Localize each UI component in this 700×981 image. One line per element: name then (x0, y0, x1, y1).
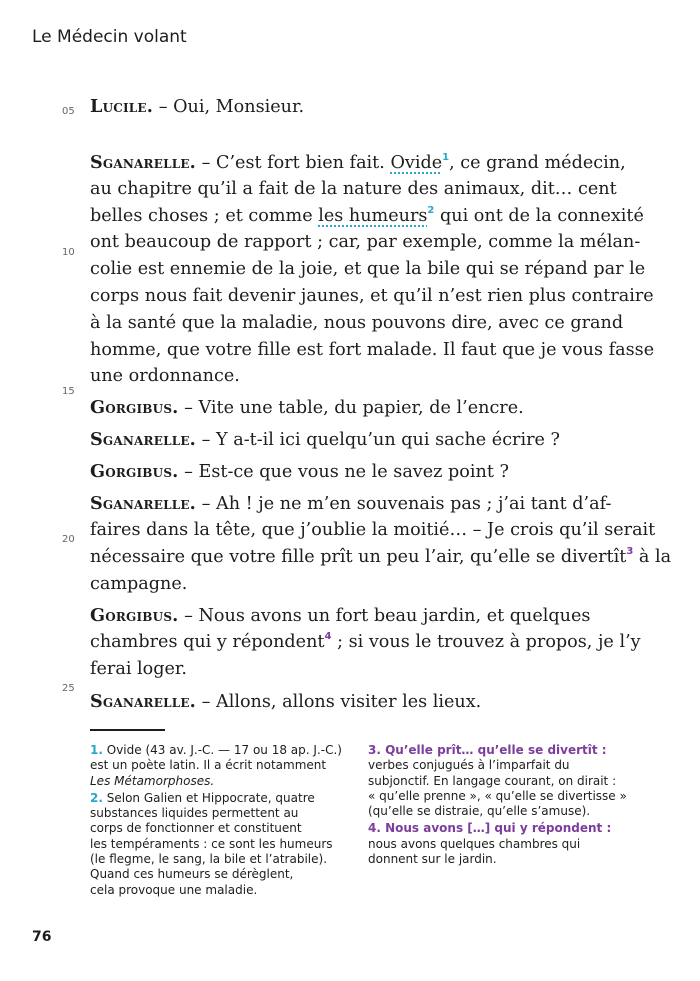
text-line: Gorgibus. – Nous avons un fort beau jardin, et quelques (90, 605, 591, 626)
text-line: Sganarelle. – Allons, allons visiter les lieux. (90, 691, 482, 712)
line-number: 05 (62, 106, 75, 117)
footnotes-left (90, 743, 350, 898)
glossed-term[interactable]: Ovide (390, 153, 443, 173)
line-number: 20 (62, 534, 75, 545)
footnote-4: 4. Nous avons […] qui y répondent : nous avons quelques chambres qui donnent sur le jardin. (368, 821, 612, 867)
speaker-name: Gorgibus. (90, 605, 179, 626)
text-line: chambres qui y répondent$^4$ ; si vous le trouvez à propos, je l’y (90, 631, 641, 652)
text-line: ferai loger. (90, 659, 188, 679)
text-line: une ordonnance. (90, 366, 240, 386)
text-line: Sganarelle. – Y a-t-il ici quelqu’un qui sache écrire ? (90, 429, 560, 450)
text-line: nécessaire que votre fille prît un peu l’air, qu’elle se divertît$^3$ à la (90, 546, 672, 567)
note-ref[interactable]: 4 (324, 631, 332, 642)
line-number: 25 (62, 683, 75, 694)
page-number: 76 (32, 929, 52, 945)
speaker-name: Sganarelle. (90, 493, 197, 514)
footnote-2: 2. Selon Galien et Hippocrate, quatre substances liquides permettent au corps de fonctionner et constituent les tempéraments : ce sont les humeurs (le flegme, le sang, la bile et l’atrabile). Quand ces humeurs se dérèglent, cela provoque une maladie. (90, 790, 333, 897)
footnote-1: 1. Ovide (43 av. J.-C. — 17 ou 18 ap. J.-C.) est un poète latin. Il a écrit notamment Les Métamorphoses. (90, 743, 342, 788)
speaker-name: Gorgibus. (90, 461, 179, 482)
speaker-name: Gorgibus. (90, 397, 179, 418)
note-ref[interactable]: 1 (442, 152, 450, 163)
speaker-name: Sganarelle. (90, 429, 197, 450)
text-line: ont beaucoup de rapport ; car, par exemple, comme la mélan- (90, 232, 641, 252)
text-line: colie est ennemie de la joie, et que la bile qui se répand par le (90, 259, 646, 279)
footnote-3: 3. Qu’elle prît… qu’elle se divertît : verbes conjugués à l’imparfait du subjonctif. En langage courant, on dirait : « qu’elle prenne », « qu’elle se divertisse » (qu’elle se distraie, qu’elle s’amuse). (368, 743, 627, 819)
text-line: Gorgibus. – Est-ce que vous ne le savez point ? (90, 461, 509, 482)
text-line: corps nous fait devenir jaunes, et qu’il n’est rien plus contraire (90, 286, 654, 306)
text-line: campagne. (90, 574, 188, 594)
speaker-name: Sganarelle. (90, 152, 197, 173)
text-line: faires dans la tête, que j’oublie la moitié… – Je crois qu’il serait (90, 520, 656, 540)
speaker-name: Sganarelle. (90, 691, 197, 712)
footnote-divider (90, 729, 165, 731)
text-line: Sganarelle. – Ah ! je ne m’en souvenais pas ; j’ai tant d’af- (90, 493, 612, 514)
note-ref[interactable]: 2 (427, 205, 435, 216)
footnotes-right (368, 743, 668, 867)
text-line: au chapitre qu’il a fait de la nature des animaux, dit… cent (90, 179, 617, 199)
speaker-name: Lucile. (90, 96, 154, 117)
running-header: Le Médecin volant (32, 27, 187, 47)
text-line: Sganarelle. – C’est fort bien fait. Ovide$^1$, ce grand médecin, (90, 152, 626, 173)
glossed-term[interactable]: les humeurs (318, 206, 428, 226)
text-line: Lucile. – Oui, Monsieur. (90, 96, 305, 117)
text-line: Gorgibus. – Vite une table, du papier, de l’encre. (90, 397, 524, 418)
text-line: belles choses ; et comme les humeurs$^2$ qui ont de la connexité (90, 205, 644, 226)
line-number: 15 (62, 386, 75, 397)
line-number: 10 (62, 247, 75, 258)
text-line: homme, que votre fille est fort malade. Il faut que je vous fasse (90, 340, 655, 360)
note-ref[interactable]: 3 (626, 546, 634, 557)
text-line: à la santé que la maladie, nous pouvons dire, avec ce grand (90, 313, 624, 333)
